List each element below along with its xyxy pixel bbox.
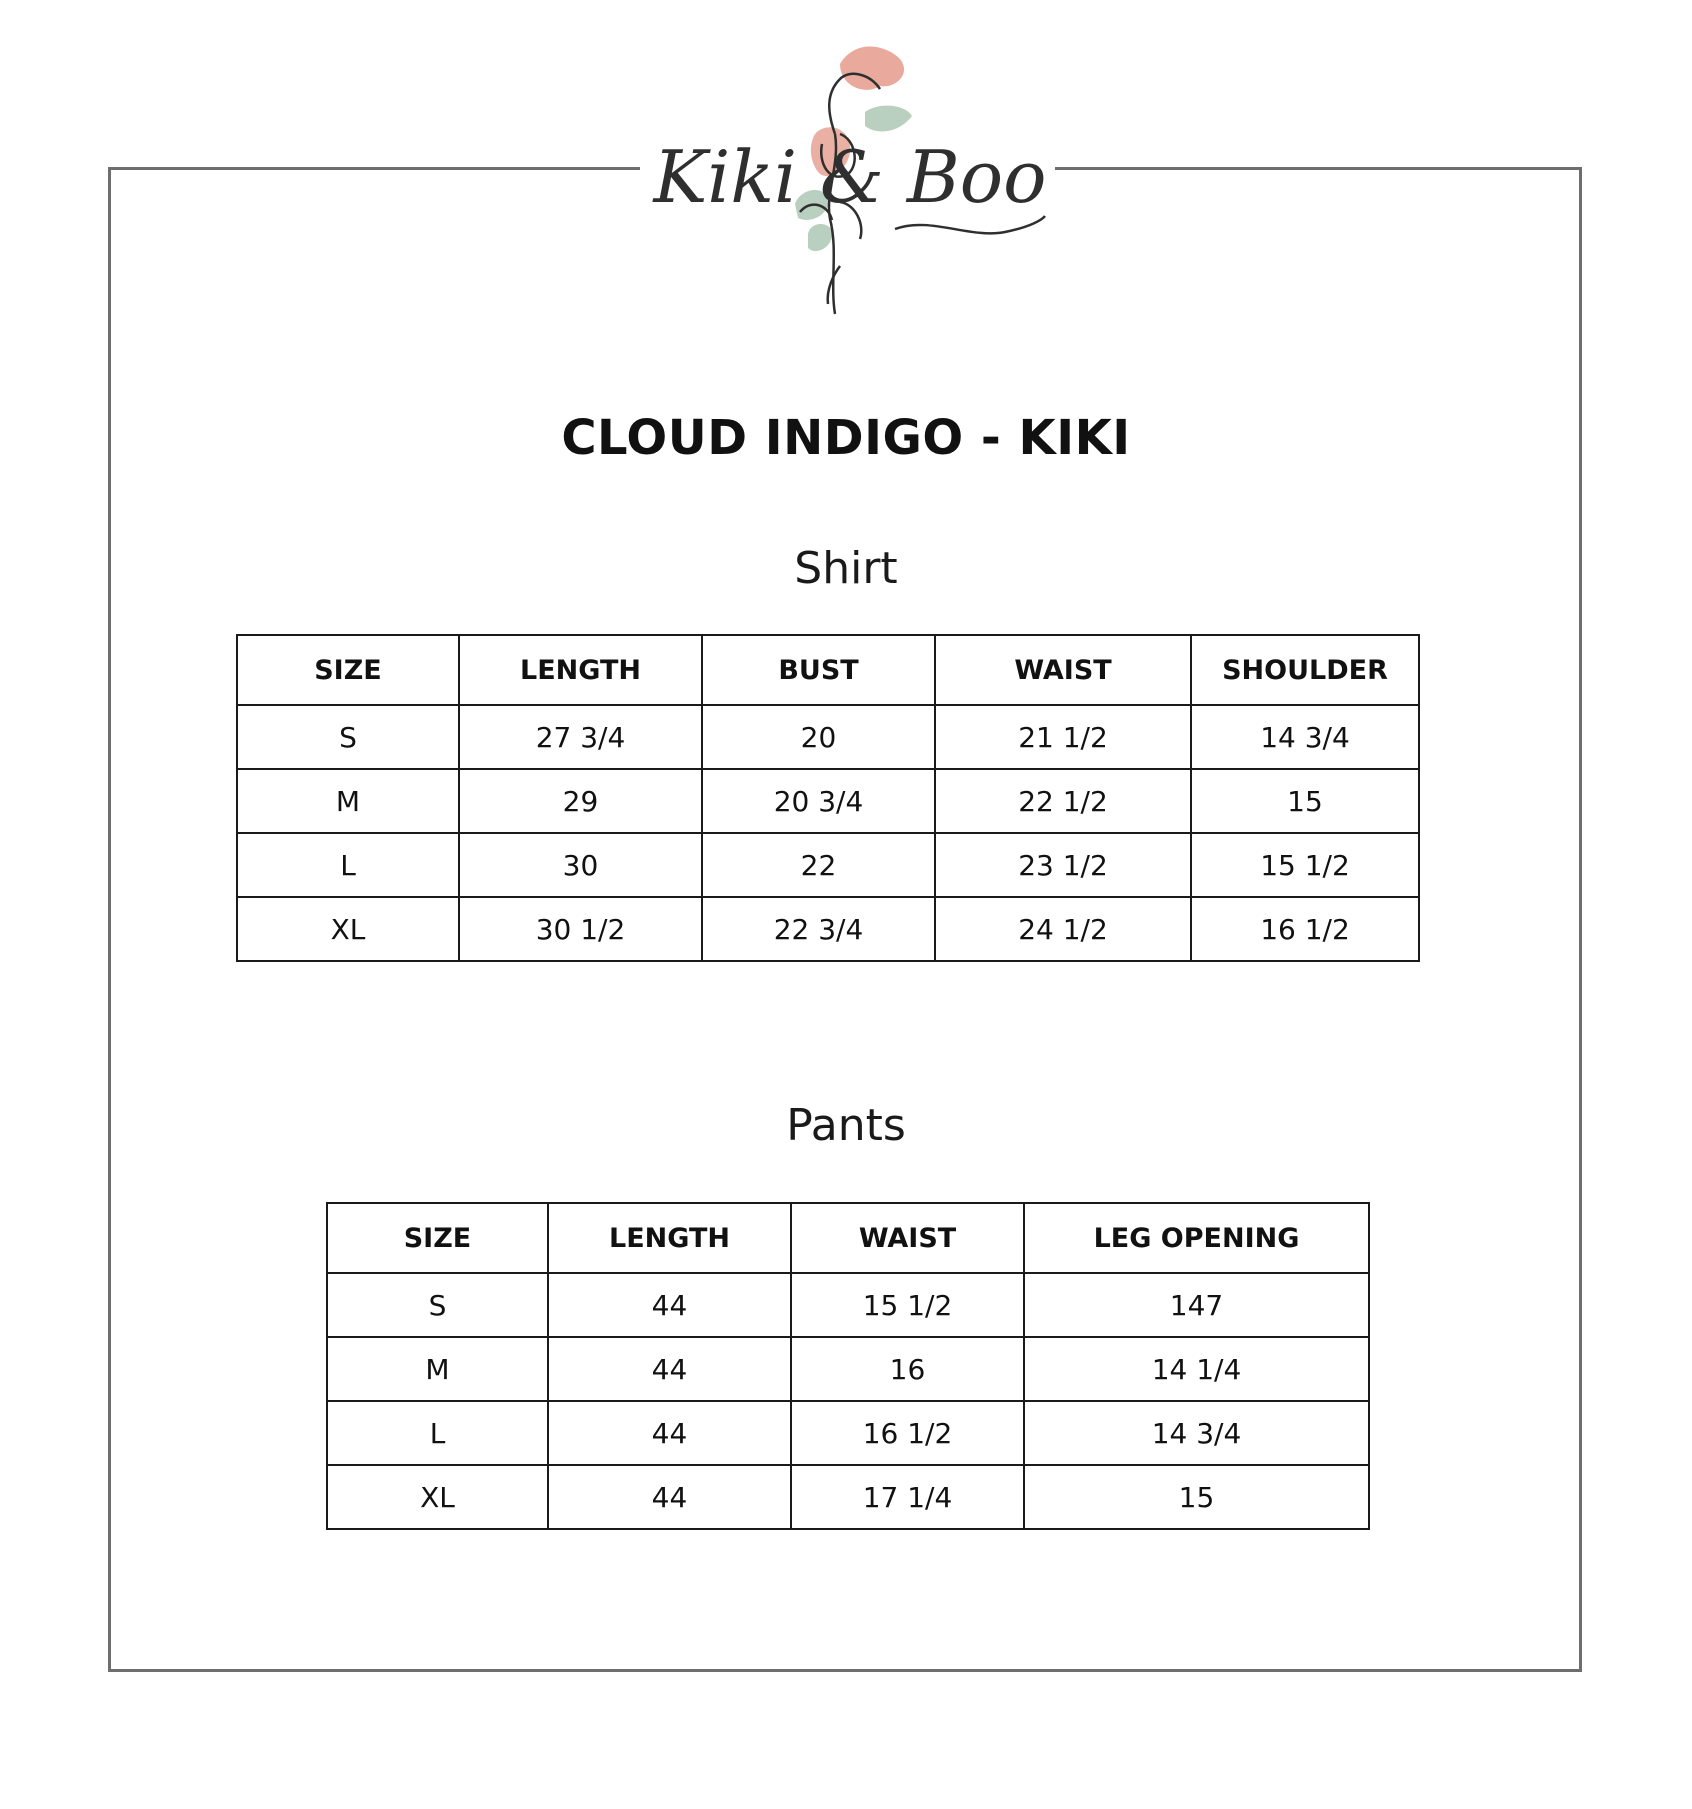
table-row xyxy=(327,1465,1369,1529)
table-cell: S xyxy=(237,705,459,769)
table-cell: XL xyxy=(237,897,459,961)
table-row xyxy=(327,1337,1369,1401)
table-cell: 16 xyxy=(791,1337,1024,1401)
table-row xyxy=(237,769,1419,833)
table-row xyxy=(237,705,1419,769)
table-cell: 15 1/2 xyxy=(1191,833,1419,897)
table-cell: 44 xyxy=(548,1337,791,1401)
table-row xyxy=(237,833,1419,897)
table-cell: 30 xyxy=(459,833,702,897)
table-cell: 22 3/4 xyxy=(702,897,935,961)
page-title: CLOUD INDIGO - KIKI xyxy=(561,410,1131,466)
column-header: SIZE xyxy=(327,1203,548,1273)
table-cell: 29 xyxy=(459,769,702,833)
table-cell: 15 xyxy=(1024,1465,1369,1529)
table-header-row xyxy=(327,1203,1369,1273)
table-cell: 44 xyxy=(548,1273,791,1337)
table-cell: 16 1/2 xyxy=(1191,897,1419,961)
table-cell: 15 xyxy=(1191,769,1419,833)
column-header: SHOULDER xyxy=(1191,635,1419,705)
shirt-heading: Shirt xyxy=(794,543,898,594)
shirt-size-table xyxy=(236,634,1420,962)
table-header-row xyxy=(237,635,1419,705)
table-cell: 23 1/2 xyxy=(935,833,1191,897)
table-row xyxy=(237,897,1419,961)
table-cell: 30 1/2 xyxy=(459,897,702,961)
brand-logo-text: Kiki & Boo xyxy=(653,135,1047,219)
table-row xyxy=(327,1401,1369,1465)
table-cell: 24 1/2 xyxy=(935,897,1191,961)
pants-heading: Pants xyxy=(786,1100,906,1151)
column-header: LENGTH xyxy=(459,635,702,705)
table-cell: XL xyxy=(327,1465,548,1529)
table-cell: L xyxy=(327,1401,548,1465)
column-header: WAIST xyxy=(935,635,1191,705)
table-cell: 14 3/4 xyxy=(1024,1401,1369,1465)
table-cell: 16 1/2 xyxy=(791,1401,1024,1465)
table-cell: 21 1/2 xyxy=(935,705,1191,769)
column-header: BUST xyxy=(702,635,935,705)
table-cell: 20 3/4 xyxy=(702,769,935,833)
table-cell: 14 3/4 xyxy=(1191,705,1419,769)
table-row xyxy=(327,1273,1369,1337)
table-cell: 44 xyxy=(548,1465,791,1529)
table-cell: 44 xyxy=(548,1401,791,1465)
table-cell: S xyxy=(327,1273,548,1337)
table-cell: 147 xyxy=(1024,1273,1369,1337)
table-cell: 22 1/2 xyxy=(935,769,1191,833)
table-cell: 14 1/4 xyxy=(1024,1337,1369,1401)
table-cell: 22 xyxy=(702,833,935,897)
table-cell: 17 1/4 xyxy=(791,1465,1024,1529)
table-cell: 27 3/4 xyxy=(459,705,702,769)
pants-size-table xyxy=(326,1202,1370,1530)
table-cell: 20 xyxy=(702,705,935,769)
table-cell: M xyxy=(327,1337,548,1401)
table-cell: 15 1/2 xyxy=(791,1273,1024,1337)
column-header: LEG OPENING xyxy=(1024,1203,1369,1273)
brand-logo xyxy=(650,34,1050,324)
column-header: LENGTH xyxy=(548,1203,791,1273)
column-header: WAIST xyxy=(791,1203,1024,1273)
table-cell: L xyxy=(237,833,459,897)
table-cell: M xyxy=(237,769,459,833)
column-header: SIZE xyxy=(237,635,459,705)
